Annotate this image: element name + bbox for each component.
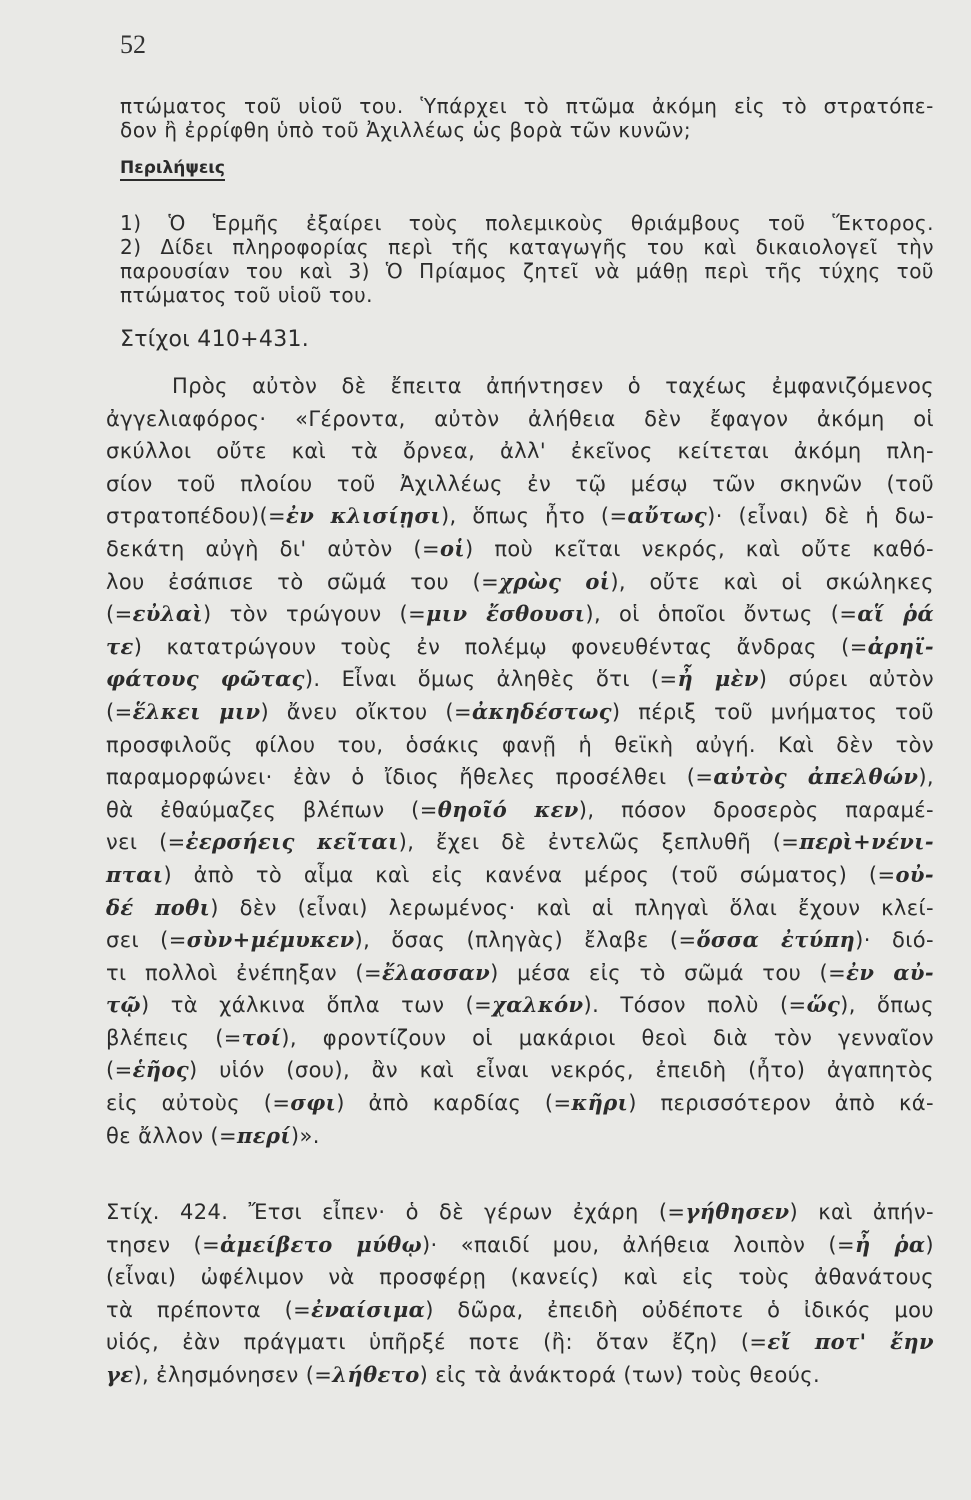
line-text: ), ἔχει δὲ ἐντελῶς ξεπλυθῆ (= (398, 830, 800, 855)
text-line (106, 1120, 934, 1153)
line-text: )· διό- (855, 928, 935, 953)
line-text: προσφιλοῦς φίλου του, ὁσάκις φανῇ ἡ θεϊκὴ αὐγή. Καὶ δὲν τὸν (106, 732, 934, 757)
text-line (106, 729, 934, 762)
line-text: ) δὲν (εἶναι) λερωμένος· καὶ αἱ πληγαὶ ὅλαι ἔχουν κλεί- (210, 895, 934, 920)
line-text: ) πέριξ τοῦ μνήματος τοῦ (611, 699, 934, 724)
text-line (106, 94, 934, 118)
line-text: βλέπεις (= (106, 1025, 242, 1050)
line-text: ) μέσα εἰς τὸ σῶμά του (= (490, 960, 847, 985)
text-line (106, 235, 934, 259)
greek-gloss: ὥς (806, 992, 841, 1018)
line-text: (= (106, 602, 133, 627)
line-text: )· (εἶναι) δὲ ἡ δω- (707, 504, 934, 529)
line-text: (= (106, 699, 133, 724)
greek-gloss: οὐ- (895, 861, 934, 887)
text-line (106, 211, 934, 235)
greek-gloss: οἱ (439, 535, 465, 561)
greek-gloss: εἴ ποτ' ἔην (767, 1329, 934, 1355)
line-text: ) ἀπὸ τὸ αἷμα καὶ εἰς κανένα μέρος (τοῦ σώματος) (= (163, 862, 896, 887)
line-text: ) σύρει αὐτὸν (758, 667, 934, 692)
line-text: ἀγγελιαφόρος· «Γέροντα, αὐτὸν ἀλήθεια δὲν ἔφαγον ἀκόμη οἱ (106, 406, 934, 431)
line-text: ), οἱ ὁποῖοι ὄντως (= (585, 602, 858, 627)
greek-gloss: φάτους φῶτας (106, 666, 305, 692)
line-text: παραμορφώνει· ἐὰν ὁ ἴδιος ἤθελες προσέλθει (= (106, 765, 714, 790)
line-text: )». (290, 1123, 320, 1148)
text-line (106, 533, 934, 566)
greek-gloss: ἕλκει μιν (132, 698, 261, 724)
greek-gloss: τῷ (106, 992, 141, 1018)
line-text: υἱός, ἐὰν πράγματι ὑπῆρξέ ποτε (ἢ: ὅταν ἔζη) (= (106, 1330, 768, 1355)
greek-gloss: λήθετο (332, 1361, 420, 1387)
greek-gloss: θηοῖό κεν (437, 796, 579, 822)
line-text: 1) Ὁ Ἑρμῆς ἐξαίρει τοὺς πολεμικοὺς θριάμβους τοῦ Ἕκτορος. (120, 211, 934, 235)
text-line (106, 892, 934, 925)
text-line (106, 403, 934, 436)
greek-gloss: χαλκόν (492, 992, 584, 1018)
line-text: (εἶναι) ὠφέλιμον νὰ προσφέρῃ (κανείς) καὶ εἰς τοὺς ἀθανάτους (106, 1265, 934, 1290)
line-text: ), (918, 765, 934, 790)
text-line (106, 826, 934, 859)
line-text: ) εἰς τὰ ἀνάκτορά (των) τοὺς θεούς. (419, 1362, 821, 1387)
text-line (106, 283, 934, 307)
text-line (106, 1326, 934, 1359)
greek-gloss: περὶ+νένι- (799, 829, 934, 855)
line-text: τὰ πρέποντα (= (106, 1297, 312, 1322)
line-text: ), ὅσας (πληγὰς) ἔλαβε (= (354, 928, 697, 953)
text-line (106, 1359, 934, 1392)
greek-gloss: ἦ ῥα (855, 1231, 926, 1257)
text-line (106, 1022, 934, 1055)
greek-gloss: περί (237, 1122, 291, 1148)
greek-gloss: αὔτως (627, 503, 708, 529)
greek-gloss: γε (106, 1361, 134, 1387)
intro-paragraph (106, 94, 934, 142)
line-text: πτώματος τοῦ υἱοῦ του. (120, 283, 374, 307)
line-text: 2) Δίδει πληροφορίας περὶ τῆς καταγωγῆς του καὶ δικαιολογεῖ τὴν (120, 235, 934, 259)
greek-gloss: ὅσσα ἐτύπη (696, 927, 856, 953)
text-line (106, 924, 934, 957)
greek-gloss: εὐλαὶ (132, 601, 203, 627)
text-line (106, 1196, 934, 1229)
line-text: ), ὅπως (840, 993, 935, 1018)
line-text: ), ἐλησμόνησεν (= (133, 1362, 333, 1387)
greek-gloss: ἀκηδέστως (471, 698, 612, 724)
line-text: ) ποὺ κεῖται νεκρός, καὶ οὔτε καθό- (464, 536, 934, 561)
text-line (106, 118, 934, 142)
line-text: εἰς αὐτοὺς (= (106, 1091, 291, 1116)
greek-gloss: πται (106, 861, 164, 887)
greek-gloss: ἔλασσαν (381, 959, 491, 985)
line-text: σίον τοῦ πλοίου τοῦ Ἀχιλλέως ἐν τῷ μέσῳ τῶν σκηνῶν (τοῦ (106, 471, 934, 496)
line-text: τι πολλοὶ ἐνέπηξαν (= (106, 960, 382, 985)
text-line (106, 1087, 934, 1120)
line-text: ) περισσότερον ἀπὸ κά- (628, 1091, 934, 1116)
greek-gloss: ἀρηϊ- (867, 633, 934, 659)
line-text: (= (106, 1058, 133, 1083)
text-line (106, 957, 934, 990)
line-text: πτώματος τοῦ υἱοῦ του. Ὑπάρχει τὸ πτῶμα ἀκόμη εἰς τὸ στρατόπε- (120, 94, 934, 118)
line-text: σει (= (106, 928, 187, 953)
main-translation-paragraph (106, 370, 934, 1152)
text-line (106, 259, 934, 283)
greek-gloss: ἐν αὐ- (846, 959, 934, 985)
page-number: 52 (120, 30, 146, 59)
greek-gloss: ἀμείβετο μύθῳ (220, 1231, 422, 1257)
line-text: θε ἄλλον (= (106, 1123, 238, 1148)
text-line (106, 1229, 934, 1262)
summary-heading: Περιλήψεις (120, 158, 225, 181)
text-line (106, 663, 934, 696)
text-line (106, 1294, 934, 1327)
line-text: λου ἐσάπισε τὸ σῶμά του (= (106, 569, 500, 594)
line-text: δεκάτη αὐγὴ δι' αὐτὸν (= (106, 536, 440, 561)
line-text: ) ἄνευ οἴκτου (= (260, 699, 472, 724)
greek-gloss: αὐτὸς ἀπελθών (713, 764, 919, 790)
text-line (106, 989, 934, 1022)
line-text: θὰ ἐθαύμαζες βλέπων (= (106, 797, 438, 822)
text-line (106, 1261, 934, 1294)
line-text: νει (= (106, 830, 186, 855)
line-text: ) (925, 1232, 935, 1257)
line-text: ) ἀπὸ καρδίας (= (336, 1091, 572, 1116)
line-text: ). Τόσον πολὺ (= (583, 993, 807, 1018)
text-line (106, 761, 934, 794)
greek-gloss: τοί (241, 1024, 282, 1050)
greek-gloss: κῆρι (571, 1090, 629, 1116)
text-line (106, 598, 934, 631)
text-line (106, 566, 934, 599)
line-text: ) κατατρώγουν τοὺς ἐν πολέμῳ φονευθέντας ἄνδρας (= (133, 634, 868, 659)
line-text: ) τὸν τρώγουν (= (202, 602, 427, 627)
line-text: ) δῶρα, ἐπειδὴ οὐδέποτε ὁ ἰδικός μου (425, 1297, 934, 1322)
line-text: Στίχ. 424. Ἔτσι εἶπεν· ὁ δὲ γέρων ἐχάρη (= (106, 1200, 686, 1224)
greek-gloss: ἐερσήεις κεῖται (185, 829, 399, 855)
line-text: δον ἢ ἐρρίφθη ὑπὸ τοῦ Ἀχιλλέως ὡς βορὰ τῶν κυνῶν; (120, 118, 692, 142)
greek-gloss: γήθησεν (685, 1199, 790, 1224)
text-line (106, 696, 934, 729)
greek-gloss: δέ ποθι (106, 894, 211, 920)
greek-gloss: αἵ ῥά (857, 601, 934, 627)
greek-gloss: τε (106, 633, 134, 659)
greek-gloss: ἑῆος (132, 1057, 190, 1083)
text-line (106, 1054, 934, 1087)
line-text: ) καὶ ἀπήν- (789, 1200, 935, 1224)
line-text: σκύλλοι οὔτε καὶ τὰ ὄρνεα, ἀλλ' ἐκεῖνος κείτεται ἀκόμη πλη- (106, 439, 934, 464)
verse-range-label: Στίχοι 410+431. (120, 327, 310, 352)
line-text: ) υἱόν (σου), ἂν καὶ εἶναι νεκρός, ἐπειδὴ (ἦτο) ἀγαπητὸς (189, 1058, 934, 1083)
line-text: στρατοπέδου)(= (106, 504, 287, 529)
greek-gloss: ἐναίσιμα (311, 1296, 426, 1322)
greek-gloss: ἦ μὲν (677, 666, 759, 692)
summary-paragraph (106, 211, 934, 307)
text-line (106, 435, 934, 468)
greek-gloss: μιν ἔσθουσι (426, 601, 586, 627)
text-line (106, 859, 934, 892)
line-text: ) τὰ χάλκινα ὅπλα των (= (140, 993, 493, 1018)
greek-gloss: χρὼς οἱ (499, 568, 611, 594)
line-text: παρουσίαν του καὶ 3) Ὁ Πρίαμος ζητεῖ νὰ μάθῃ περὶ τῆς τύχης τοῦ (120, 259, 934, 283)
line-text: ), ὅπως ἦτο (= (440, 504, 628, 529)
line-text: ), φροντίζουν οἱ μακάριοι θεοὶ διὰ τὸν γενναῖον (281, 1025, 934, 1050)
text-line (106, 500, 934, 533)
line-text: ), πόσον δροσερὸς παραμέ- (578, 797, 934, 822)
line-text: τησεν (= (106, 1232, 221, 1257)
greek-gloss: σφι (290, 1090, 337, 1116)
text-line (106, 794, 934, 827)
greek-gloss: σὺν+μέμυκεν (186, 927, 355, 953)
text-line (106, 468, 934, 501)
line-text: ), οὔτε καὶ οἱ σκώληκες (610, 569, 934, 594)
line-text: )· «παιδί μου, ἀλήθεια λοιπὸν (= (421, 1232, 856, 1257)
line-text: ). Εἶναι ὅμως ἀληθὲς ὅτι (= (304, 667, 678, 692)
greek-gloss: ἐν κλισίῃσι (286, 503, 441, 529)
verse-424-paragraph (106, 1196, 934, 1392)
line-text: Πρὸς αὐτὸν δὲ ἔπειτα ἀπήντησεν ὁ ταχέως ἐμφανιζόμενος (172, 374, 934, 398)
text-line (106, 370, 934, 403)
text-line (106, 631, 934, 664)
